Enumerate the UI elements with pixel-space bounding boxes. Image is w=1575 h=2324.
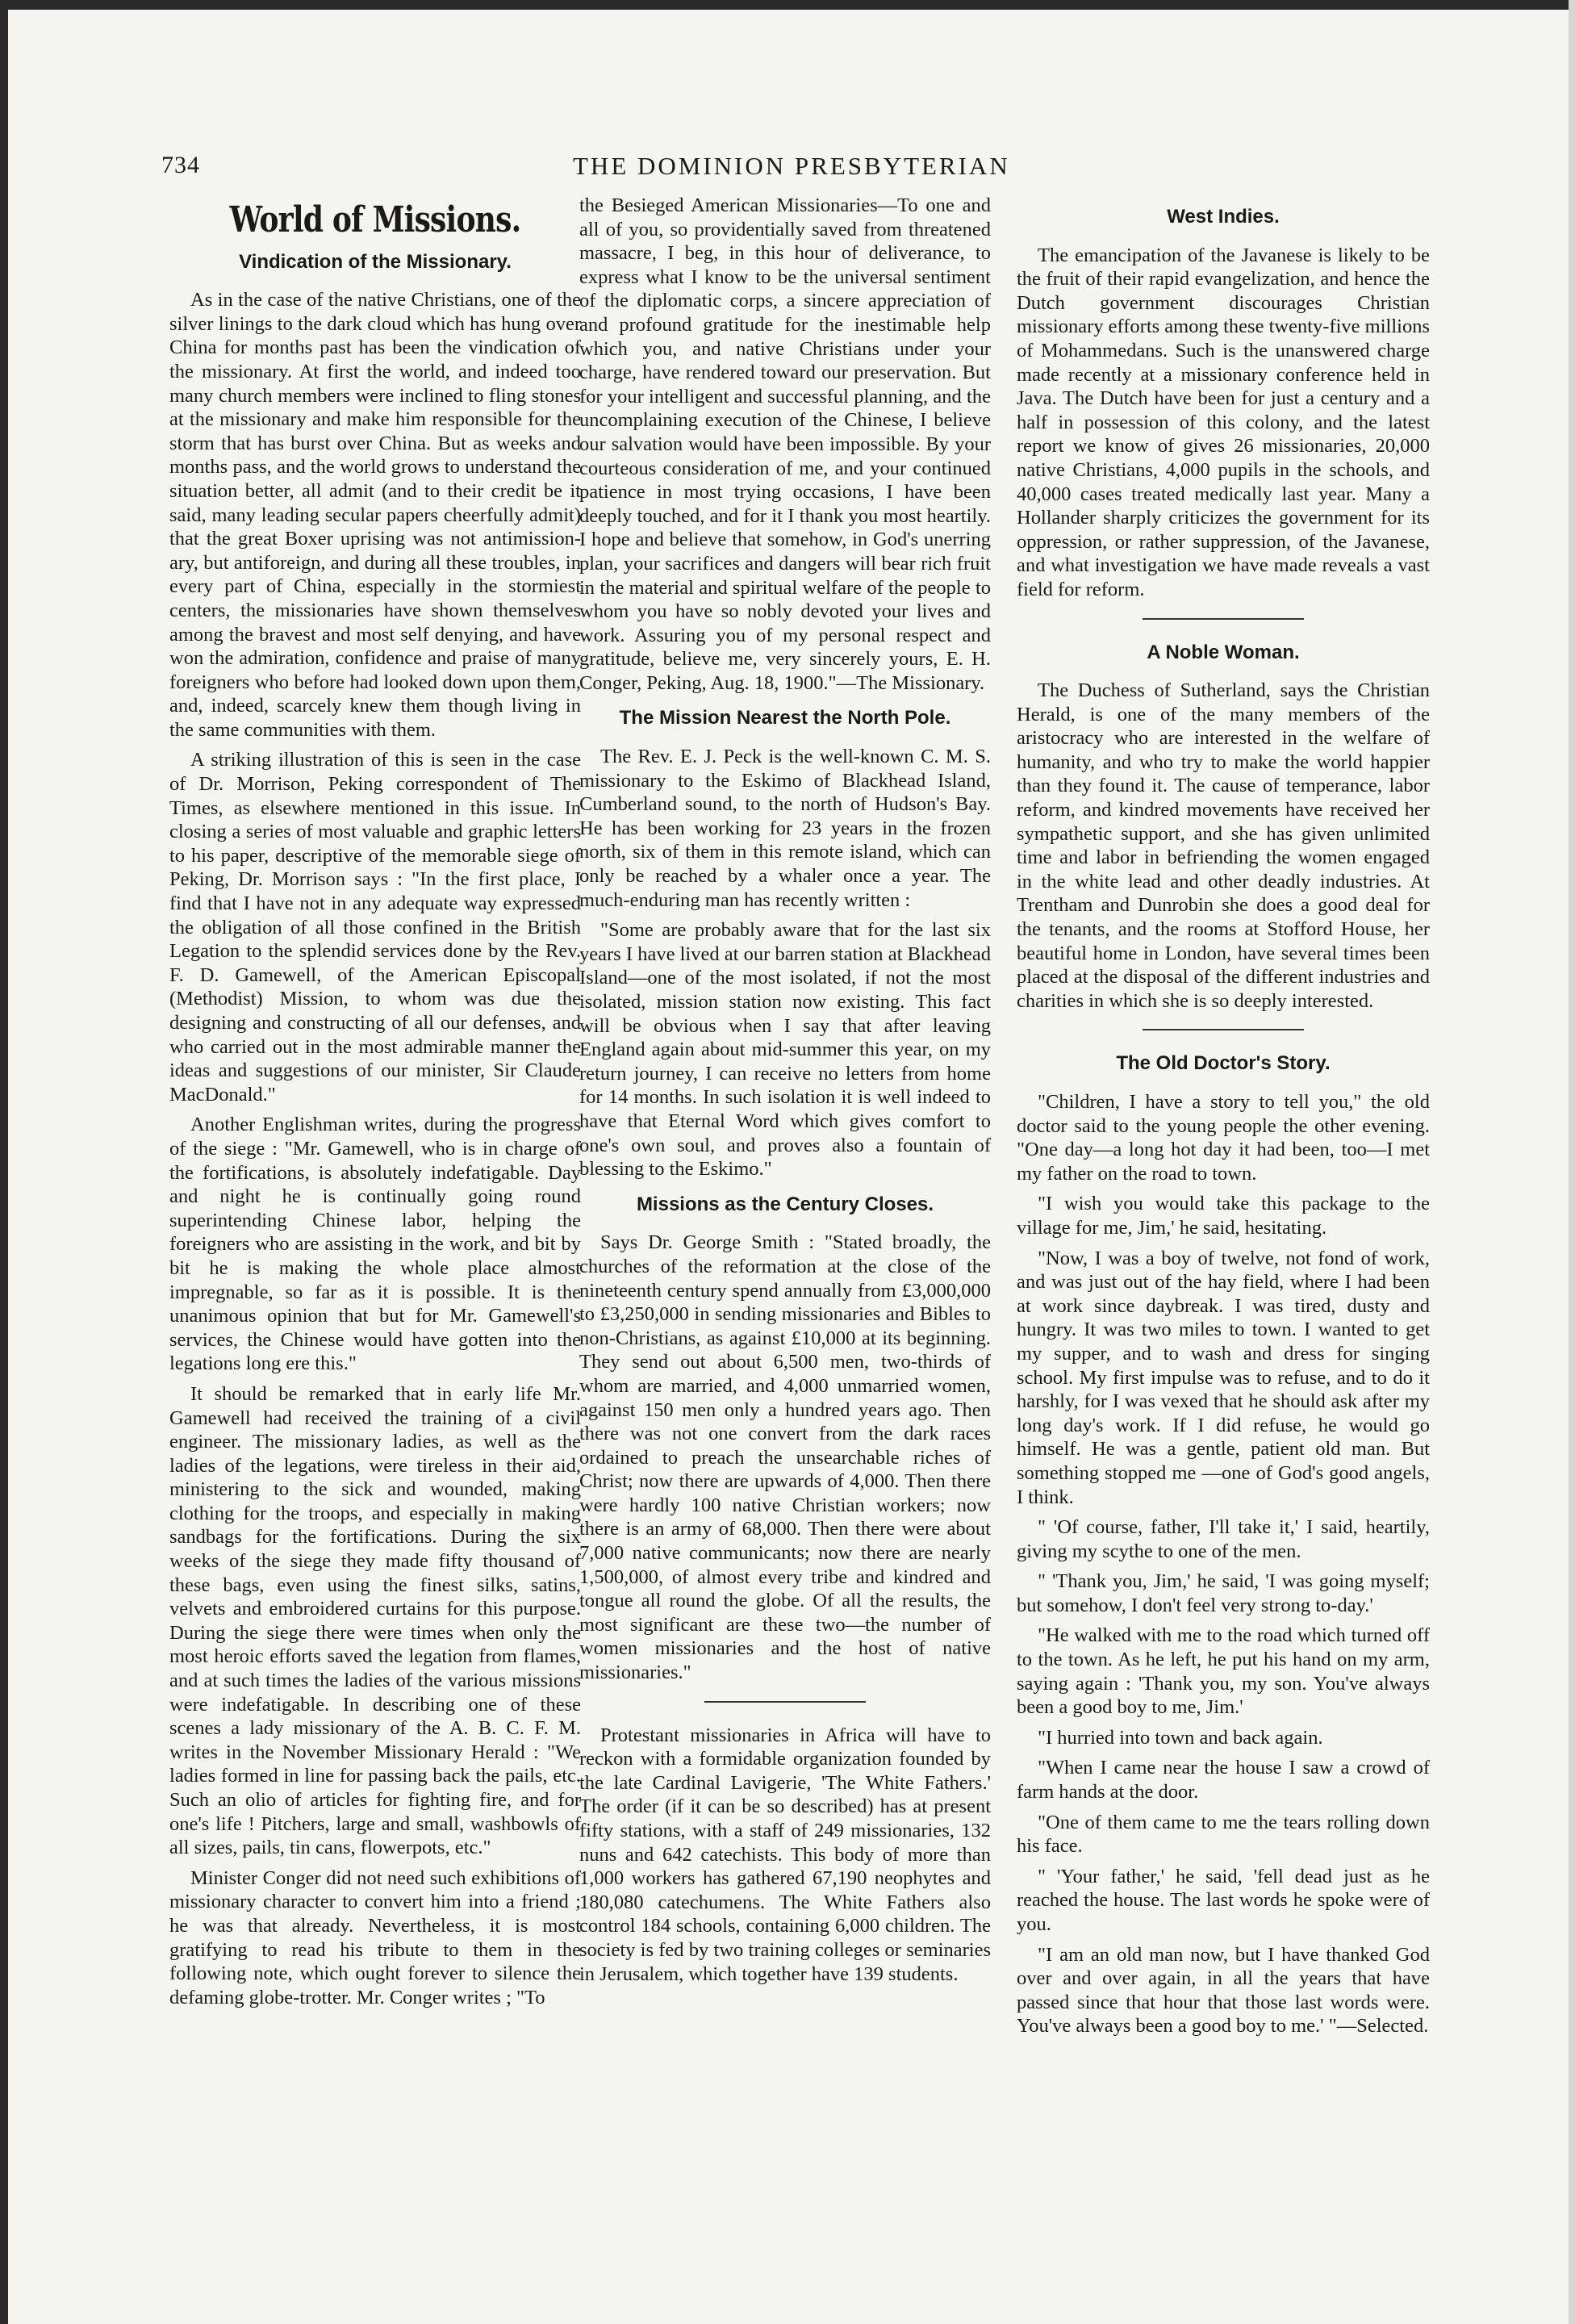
article-paragraph: The emancipation of the Javanese is likely to be the fruit of their rapid evangelization, and hence the Dutch government discourages Christian missionary efforts among these twenty-five millions of Mohammedans. Such is the unanswered charge made recently at a missionary conference held in Java. The Dutch have been for just a century and a half in possession of this colony, and the latest report we know of gives 26 missionaries, 20,000 native Christians, 4,000 pupils in the schools, and 40,000 cases treated medically last year. Many a Hollander sharply criticizes the government for its oppression, or rather suppression, of the Javanese, and what investigation we have made reveals a vast field for reform.: [1017, 244, 1430, 600]
story-paragraph: "I wish you would take this package to the village for me, Jim,' he said, hesitating.: [1017, 1193, 1430, 1239]
story-paragraph: " 'Thank you, Jim,' he said, 'I was going myself; but somehow, I don't feel very strong to-day.': [1017, 1570, 1430, 1616]
article-heading: Vindication of the Missionary.: [239, 250, 512, 273]
story-paragraph: "I am an old man now, but I have thanked God over and over again, in all the years that have passed since that hour that those last words were. You've always been a good boy to me.' "—Selected.: [1017, 1943, 1430, 2038]
article-paragraph: Protestant missionaries in Africa will have to reckon with a formidable organization founded by the late Cardinal Lavigerie, 'The White Fathers.' The order (if it can be so described) has at present fifty stations, with a staff of 249 missionaries, 132 nuns and 642 catechists. This body of more than 1,000 workers has gathered 67,190 neophytes and 180,080 catechumens. The White Fathers also control 184 schools, containing 6,000 children. The society is fed by two training colleges or seminaries in Jerusalem, which together have 139 students.: [579, 1724, 991, 1985]
article-paragraph: the Besieged American Missionaries—To one and all of you, so providentially saved from threatened massacre, I beg, in this hour of deliverance, to express what I know to be the universal sentiment of the diplomatic corps, a sincere appreciation of and profound gratitude for the inestimable help which you, and native Christians under your charge, have rendered toward our preservation. But for your intelligent and successful planning, and the uncomplaining execution of the Chinese, I believe our salvation would have been impossible. By your courteous consideration of me, and your continued patience in most trying occasions, I have been deeply touched, and for it I thank you most heartily. I hope and believe that somehow, in God's unerring plan, your sacrifices and dangers will bear rich fruit in the material and spiritual welfare of the people to whom you have so nobly devoted your lives and work. Assuring you of my personal respect and gratitude, believe me, very sincerely yours, E. H. Conger, Peking, Aug. 18, 1900."—The Missionary.: [579, 194, 991, 694]
divider-rule: [1143, 1029, 1304, 1030]
article-paragraph: Another Englishman writes, during the progress of the siege : "Mr. Gamewell, who is in charge of the fortifications, is absolutely indefatigable. Day and night he is continually going round superintending Chinese labor, helping the foreigners who are assisting in the work, and bit by bit he is making the whole place almost impregnable, so far as it is possible. It is the unanimous opinion that but for Mr. Gamewell's services, the Chinese would have gotten into the legations long ere this.": [169, 1114, 581, 1375]
article-paragraph: It should be remarked that in early life Mr. Gamewell had received the training of a civil engineer. The missionary ladies, as well as the ladies of the legations, were tireless in their aid, ministering to the sick and wounded, making clothing for the troops, and especially in making sandbags for the fortifications. During the six weeks of the siege they made fifty thousand of these bags, even using the finest silks, satins, velvets and embroidered curtains for this purpose. During the siege there were times when only the most heroic efforts saved the legation from flames, and at such times the ladies of the various missions were indefatigable. In describing one of these scenes a lady missionary of the A. B. C. F. M. writes in the November Missionary Herald : "We ladies formed in line for passing back the pails, etc. Such an olio of articles for fighting fire, and for one's life ! Pitchers, large and small, washbowls of all sizes, pails, tin cans, flowerpots, etc.": [169, 1382, 581, 1859]
article-paragraph: Says Dr. George Smith : "Stated broadly, the churches of the reformation at the close of the nineteenth century spend annually from £3,000,000 to £3,250,000 in sending missionaries and Bibles to non-Christians, as against £10,000 at its beginning. They send out about 6,500 men, two-thirds of whom are married, and 4,000 unmarried women, against 150 men only a hundred years ago. Then there was not one convert from the dark races ordained to preach the unsearchable riches of Christ; now there are upwards of 4,000. Then there were hardly 100 native Christian workers; now there is an army of 68,000. Then there were about 7,000 native communicants; now there are nearly 1,500,000, of almost every tribe and kindred and tongue all round the globe. Of all the results, the most significant are these two—the number of women missionaries and the host of native missionaries.": [579, 1231, 991, 1684]
article-heading: Missions as the Century Closes.: [636, 1193, 934, 1215]
column-1: [169, 199, 581, 2016]
story-paragraph: " 'Of course, father, I'll take it,' I said, heartily, giving my scythe to one of the men.: [1017, 1516, 1430, 1562]
story-paragraph: "Now, I was a boy of twelve, not fond of work, and was just out of the hay field, where I had been at work since daybreak. I was tired, dusty and hungry. It was two miles to town. I wanted to get my supper, and to wash and dress for singing school. My first impulse was to refuse, and to do it harshly, for I was vexed that he should ask after my long day's work. If I did refuse, he would go himself. He was a gentle, patient old man. But something stopped me —one of God's good angels, I think.: [1017, 1247, 1430, 1508]
story-paragraph: "Children, I have a story to tell you," the old doctor said to the young people the other evening. "One day—a long hot day it had been, too—I met my father on the road to town.: [1017, 1091, 1430, 1185]
column-2: [579, 194, 991, 1992]
section-title: World of Missions.: [229, 199, 521, 240]
page-header: [161, 152, 1420, 184]
story-paragraph: " 'Your father,' he said, 'fell dead just as he reached the house. The last words he spoke were of you.: [1017, 1865, 1430, 1935]
article-paragraph: "Some are probably aware that for the last six years I have lived at our barren station at Blackhead Island—one of the most isolated, if not the most isolated, mission station now existing. This fact will be obvious when I say that after leaving England again about mid-summer this year, on my return journey, I can receive no letters from home for 14 months. In such isolation it is well indeed to have that Eternal Word which gives comfort to one's own soul, and proves also a fountain of blessing to the Eskimo.": [579, 919, 991, 1181]
divider-rule: [1143, 618, 1304, 620]
article-paragraph: Minister Conger did not need such exhibitions of missionary character to convert him into a friend ; he was that already. Nevertheless, it is most gratifying to read his tribute to them in the following note, which ought forever to silence the defaming globe-trotter. Mr. Conger writes ; "To: [169, 1866, 581, 2008]
article-paragraph: The Duchess of Sutherland, says the Christian Herald, is one of the many members of the aristocracy who are interested in the welfare of humanity, and who try to make the world happier than they found it. The cause of temperance, labor reform, and kindred movements have received her sympathetic support, and she has given unlimited time and labor in befriending the women engaged in the white lead and other deadly industries. At Trentham and Dunrobin she does a good deal for the tenants, and the rooms at Stofford House, her beautiful home in London, have several times been placed at the disposal of the different industries and charities in which she is so deeply interested.: [1017, 679, 1430, 1012]
article-heading: The Old Doctor's Story.: [1116, 1052, 1331, 1075]
column-3: [1017, 194, 1430, 2045]
scan-edge-right: [1569, 0, 1575, 2324]
scan-edge-left: [0, 0, 8, 2324]
story-paragraph: "He walked with me to the road which turned off to the town. As he left, he put his hand on my arm, saying again : 'Thank you, my son. You've always been a good boy to me, Jim.': [1017, 1624, 1430, 1719]
story-paragraph: "I hurried into town and back again.: [1038, 1726, 1323, 1749]
divider-rule: [704, 1701, 866, 1703]
article-heading: A Noble Woman.: [1147, 641, 1300, 663]
page-number: 734: [161, 152, 200, 178]
article-heading: West Indies.: [1167, 206, 1280, 228]
story-paragraph: "When I came near the house I saw a crowd of farm hands at the door.: [1017, 1757, 1430, 1804]
story-paragraph: "One of them came to me the tears rolling down his face.: [1017, 1811, 1430, 1858]
article-paragraph: A striking illustration of this is seen in the case of Dr. Morrison, Peking correspondent of The Times, as elsewhere mentioned in this issue. In closing a series of most valuable and graphic letters to his paper, descriptive of the memorable siege of Peking, Dr. Morrison says : "In the first place, I find that I have not in any adequate way expressed the obligation of all those confined in the British Legation to the splendid services done by the Rev. F. D. Gamewell, of the American Episcopal (Methodist) Mission, to whom was due the designing and constructing of all our defenses, and who carried out in the most admirable manner the ideas and suggestions of our minister, Sir Claude MacDonald.": [169, 749, 581, 1106]
article-paragraph: The Rev. E. J. Peck is the well-known C. M. S. missionary to the Eskimo of Blackhead Island, Cumberland sound, to the north of Hudson's Bay. He has been working for 23 years in the frozen north, six of them in this remote island, which can only be reached by a whaler once a year. The much-enduring man has recently written :: [579, 746, 991, 911]
article-heading: The Mission Nearest the North Pole.: [619, 707, 951, 729]
scan-edge-top: [0, 0, 1575, 10]
article-paragraph: As in the case of the native Christians, one of the silver linings to the dark cloud which has hung over China for months past has been the vindication of the missionary. At first the world, and indeed too many church members were inclined to fling stones at the missionary and make him responsible for the storm that has burst over China. But as weeks and months pass, and the world grows to understand the situation better, all admit (and to their credit be it said, many leading secular papers cheerfully admit) that the great Boxer uprising was not antimission-ary, but antiforeign, and during all these troubles, in every part of China, especially in the stormiest centers, the missionaries have shown themselves among the bravest and most self denying, and have won the admiration, confidence and praise of many foreigners who before had looked down upon them, and, indeed, scarcely knew them though living in the same communities with them.: [169, 289, 581, 741]
running-head: THE DOMINION PRESBYTERIAN: [573, 152, 1010, 180]
